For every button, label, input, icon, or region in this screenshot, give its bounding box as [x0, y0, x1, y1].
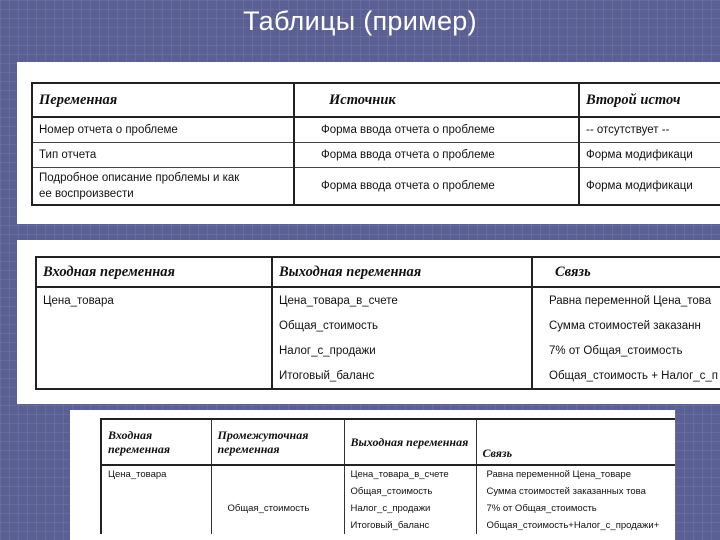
table-cell: Равна переменной Цена_това: [532, 287, 720, 313]
column-header: Входная переменная: [36, 257, 272, 287]
table-row: [36, 363, 720, 389]
table-cell: Общая_стоимость: [211, 500, 344, 517]
table-cell: [36, 363, 272, 389]
column-header: Переменная: [32, 83, 294, 117]
table-cell: Цена_товара_в_счете: [272, 287, 532, 313]
table-cell: Форма ввода отчета о проблеме: [294, 168, 579, 206]
column-header: Связь: [476, 419, 675, 465]
table-cell: Номер отчета о проблеме: [32, 117, 294, 143]
column-header: Выходная переменная: [272, 257, 532, 287]
table-cell: Подробное описание проблемы и как ее воспроизвести: [32, 168, 294, 206]
table-row: [36, 313, 720, 338]
table-cell: [211, 517, 344, 534]
scanned-table-2: [17, 240, 720, 404]
table-header-row: [101, 419, 675, 465]
column-header: Связь: [532, 257, 720, 287]
table-row: [32, 117, 720, 143]
table-cell: -- отсутствует --: [579, 117, 720, 143]
table-cell: Форма ввода отчета о проблеме: [294, 117, 579, 143]
table-cell: [101, 500, 211, 517]
table-cell: Общая_стоимость: [344, 483, 476, 500]
column-header: Источник: [294, 83, 579, 117]
table-cell: Цена_товара_в_счете: [344, 465, 476, 483]
table-cell: Цена_товара: [101, 465, 211, 483]
column-header: Второй источ: [579, 83, 720, 117]
table-cell: Общая_стоимость + Налог_с_п: [532, 363, 720, 389]
table-cell: [36, 313, 272, 338]
table-cell: Цена_товара: [36, 287, 272, 313]
table-header-row: [32, 83, 720, 117]
table-row: [32, 168, 720, 206]
scanned-table-3: [70, 410, 675, 540]
table-row: [101, 483, 675, 500]
table-cell: Форма модификаци: [579, 168, 720, 206]
slide-title: Таблицы (пример): [243, 6, 477, 36]
table-cell: Сумма стоимостей заказанн: [532, 313, 720, 338]
table-cell: [101, 483, 211, 500]
table-cell: Форма модификаци: [579, 143, 720, 168]
table-cell: Общая_стоимость+Налог_с_продажи+: [476, 517, 675, 534]
table-cell: Форма ввода отчета о проблеме: [294, 143, 579, 168]
table-row: [101, 517, 675, 534]
table-cell: Равна переменной Цена_товаре: [476, 465, 675, 483]
table-cell: Сумма стоимостей заказанных това: [476, 483, 675, 500]
table-cell: Налог_с_продажи: [272, 338, 532, 363]
table-cell: Общая_стоимость: [272, 313, 532, 338]
table-cell: [211, 483, 344, 500]
table-row: [101, 500, 675, 517]
table-cell: Итоговый_баланс: [344, 517, 476, 534]
table-cell: Налог_с_продажи: [344, 500, 476, 517]
scanned-table-1: [17, 62, 720, 224]
table-cell: 7% от Общая_стоимость: [532, 338, 720, 363]
column-header: Промежуточная переменная: [211, 419, 344, 465]
table-header-row: [36, 257, 720, 287]
column-header: Выходная переменная: [344, 419, 476, 465]
variables-table: [31, 82, 720, 206]
table-cell: 7% от Общая_стоимость: [476, 500, 675, 517]
variable-relations-table: [35, 256, 720, 390]
column-header: Входная переменная: [101, 419, 211, 465]
table-cell: Тип отчета: [32, 143, 294, 168]
table-cell: [36, 338, 272, 363]
table-cell: [101, 517, 211, 534]
table-cell: Итоговый_баланс: [272, 363, 532, 389]
intermediate-variables-table: [100, 418, 675, 534]
table-row: [36, 287, 720, 313]
table-cell: [211, 465, 344, 483]
table-row: [101, 465, 675, 483]
table-row: [36, 338, 720, 363]
table-row: [32, 143, 720, 168]
